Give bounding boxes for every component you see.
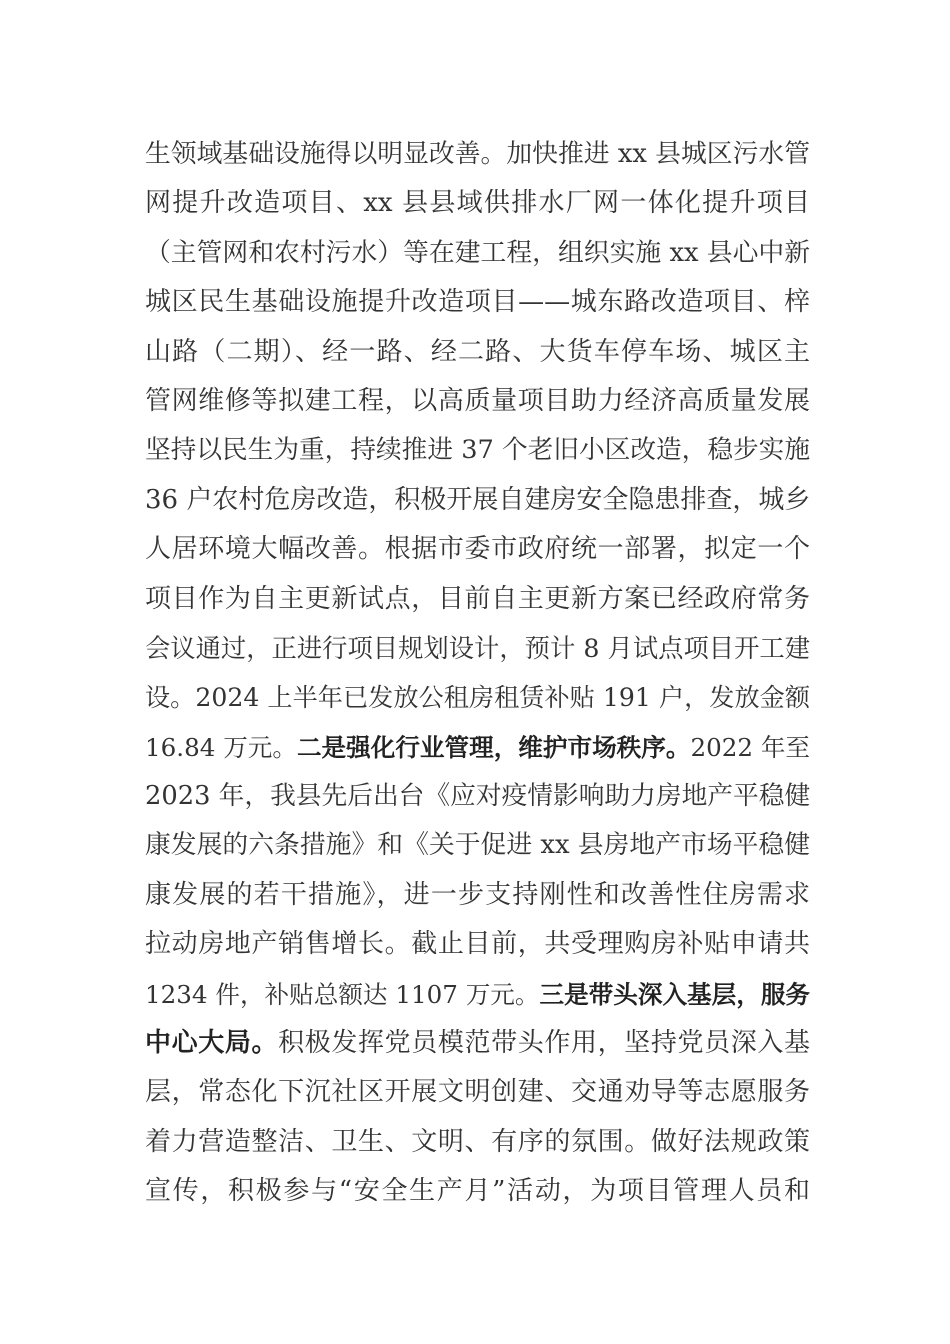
text-line-8: 36 户农村危房改造，积极开展自建房安全隐患排查，城乡 xyxy=(145,484,810,515)
text-line-6: 管网维修等拟建工程，以高质量项目助力经济高质量发展 xyxy=(145,385,810,416)
text-segment: 2022 年至 xyxy=(690,732,810,762)
text-line-3: （主管网和农村污水）等在建工程，组织实施 xx 县心中新 xyxy=(145,237,810,268)
text-line-10: 项目作为自主更新试点，目前自主更新方案已经政府常务 xyxy=(145,583,810,614)
text-line-2: 网提升改造项目、xx 县县域供排水厂网一体化提升项目 xyxy=(145,188,810,219)
text-line-15: 康发展的六条措施》和《关于促进 xx 县房地产市场平稳健 xyxy=(145,830,810,861)
text-line-22: 宣传，积极参与“安全生产月”活动，为项目管理人员和 xyxy=(145,1176,810,1207)
text-line-13 xyxy=(145,723,810,772)
text-line-17: 拉动房地产销售增长。截止目前，共受理购房补贴申请共 xyxy=(145,929,810,960)
text-line-5: 山路（二期）、经一路、经二路、大货车停车场、城区主 xyxy=(145,336,810,367)
text-segment: 积极发挥党员模范带头作用，坚持党员深入基 xyxy=(278,1028,810,1059)
text-line-11: 会议通过，正进行项目规划设计，预计 8 月试点项目开工建 xyxy=(145,633,810,663)
text-line-4: 城区民生基础设施提升改造项目——城东路改造项目、梓 xyxy=(145,287,810,318)
bold-heading-2: 二是强化行业管理，维护市场秩序。 xyxy=(296,732,691,762)
text-line-20: 层，常态化下沉社区开展文明创建、交通劝导等志愿服务 xyxy=(145,1077,810,1108)
text-line-1: 生领域基础设施得以明显改善。加快推进 xx 县城区污水管 xyxy=(145,139,810,169)
text-line-21: 着力营造整洁、卫生、文明、有序的氛围。做好法规政策 xyxy=(145,1126,810,1157)
text-segment: 16.84 万元。 xyxy=(145,732,297,762)
text-line-12: 设。2024 上半年已发放公租房租赁补贴 191 户，发放金额 xyxy=(145,683,810,713)
text-line-9: 人居环境大幅改善。根据市委市政府统一部署，拟定一个 xyxy=(145,534,810,565)
text-line-18 xyxy=(145,970,810,1019)
text-line-14: 2023 年，我县先后出台《应对疫情影响助力房地产平稳健 xyxy=(145,781,810,812)
text-line-16: 康发展的若干措施》，进一步支持刚性和改善性住房需求 xyxy=(145,879,810,910)
bold-heading-3: 三是带头深入基层，服务 xyxy=(539,979,810,1009)
bold-heading-3-cont: 中心大局。 xyxy=(145,1028,279,1059)
text-line-19 xyxy=(145,1019,810,1068)
text-segment: 1234 件，补贴总额达 1107 万元。 xyxy=(145,979,540,1009)
body-text xyxy=(145,130,810,1217)
text-line-7: 坚持以民生为重，持续推进 37 个老旧小区改造，稳步实施 xyxy=(145,435,810,466)
